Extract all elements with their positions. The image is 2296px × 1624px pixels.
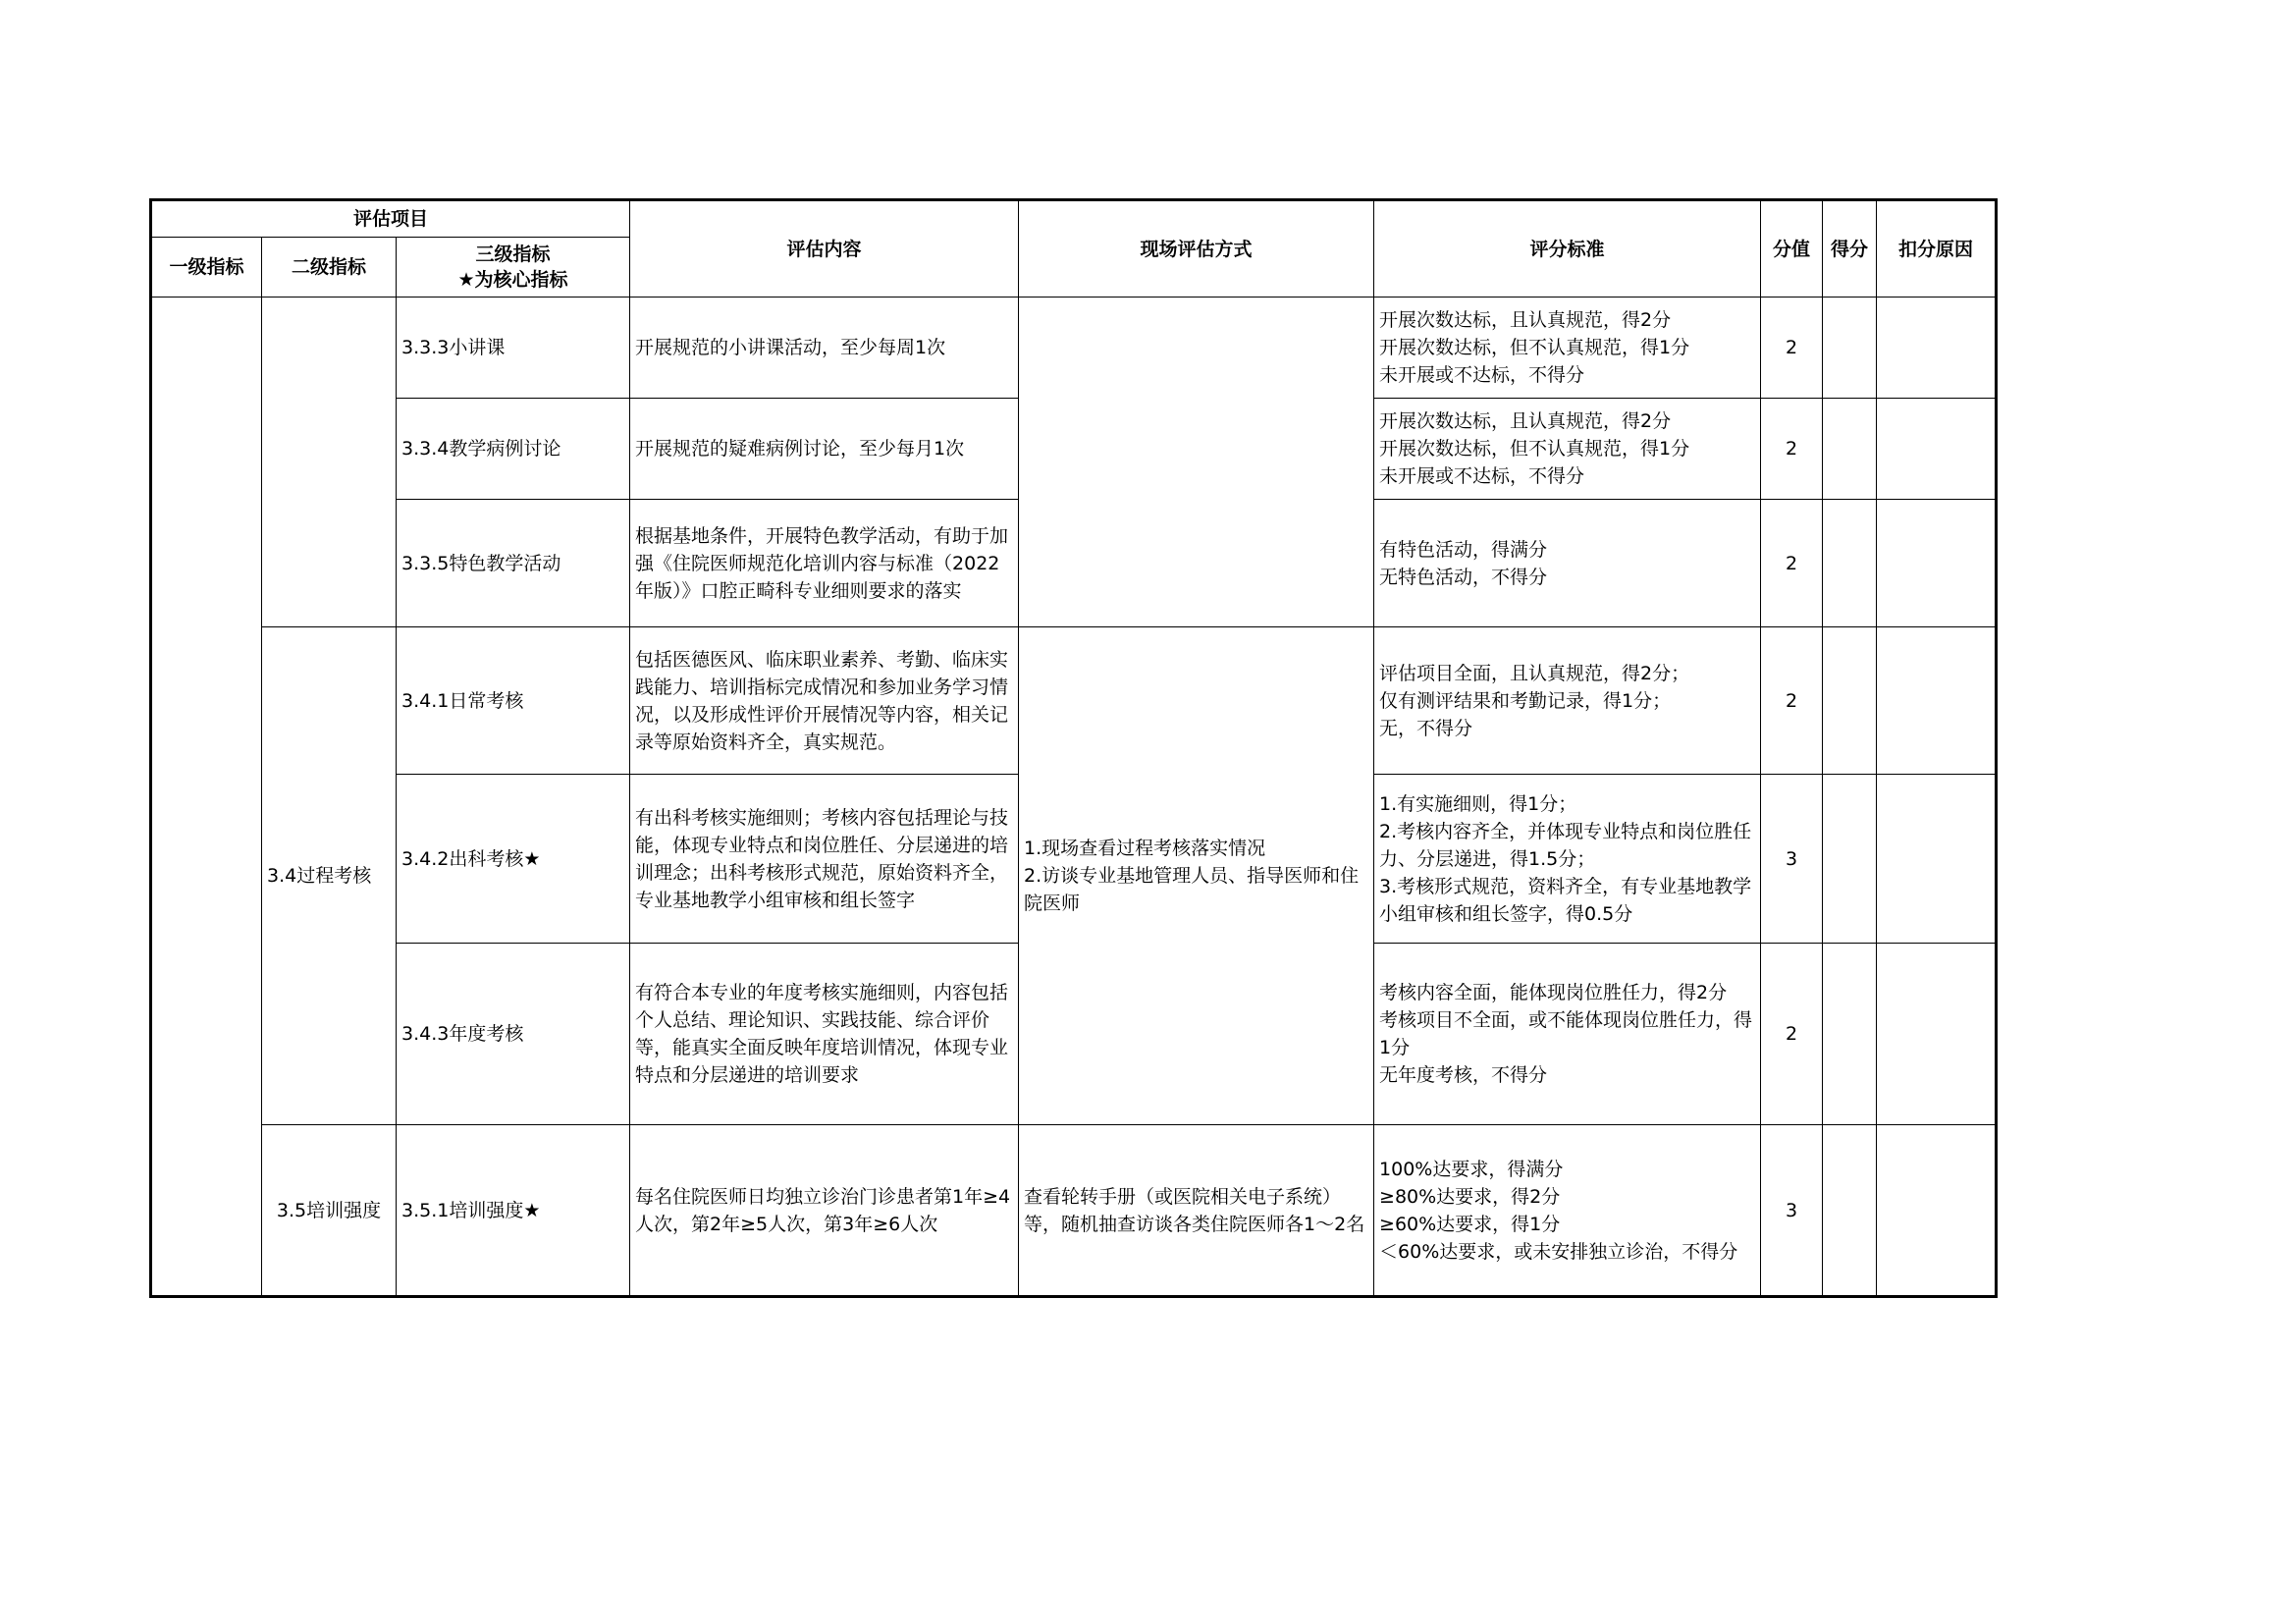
got-cell: [1823, 775, 1877, 944]
level2-cell: [262, 298, 397, 627]
table-row: [151, 1125, 1997, 1297]
score-cell: 2: [1761, 627, 1823, 775]
method-cell: 查看轮转手册（或医院相关电子系统）等，随机抽查访谈各类住院医师各1～2名: [1019, 1125, 1374, 1297]
level3-cell: 3.5.1培训强度★: [397, 1125, 630, 1297]
level2-cell: 3.4过程考核: [262, 627, 397, 1125]
table-row: [151, 627, 1997, 775]
header-project: 评估项目: [151, 200, 630, 238]
header-got: 得分: [1823, 200, 1877, 298]
got-cell: [1823, 298, 1877, 399]
reason-cell: [1877, 775, 1997, 944]
score-cell: 2: [1761, 298, 1823, 399]
score-cell: 2: [1761, 500, 1823, 627]
score-cell: 2: [1761, 944, 1823, 1125]
header-level2: 二级指标: [262, 238, 397, 298]
criteria-cell: 开展次数达标，且认真规范，得2分 开展次数达标，但不认真规范，得1分 未开展或不达标，不得分: [1374, 399, 1761, 500]
level2-cell: 3.5培训强度: [262, 1125, 397, 1297]
reason-cell: [1877, 298, 1997, 399]
got-cell: [1823, 500, 1877, 627]
level3-cell: 3.4.1日常考核: [397, 627, 630, 775]
criteria-cell: 开展次数达标，且认真规范，得2分 开展次数达标，但不认真规范，得1分 未开展或不达标，不得分: [1374, 298, 1761, 399]
level3-cell: 3.3.5特色教学活动: [397, 500, 630, 627]
criteria-cell: 评估项目全面，且认真规范，得2分； 仅有测评结果和考勤记录，得1分； 无，不得分: [1374, 627, 1761, 775]
level3-cell: 3.4.3年度考核: [397, 944, 630, 1125]
level3-cell: 3.3.3小讲课: [397, 298, 630, 399]
score-cell: 2: [1761, 399, 1823, 500]
content-cell: 开展规范的疑难病例讨论，至少每月1次: [630, 399, 1019, 500]
content-cell: 根据基地条件，开展特色教学活动，有助于加强《住院医师规范化培训内容与标准（2022年版）》口腔正畸科专业细则要求的落实: [630, 500, 1019, 627]
content-cell: 有出科考核实施细则；考核内容包括理论与技能，体现专业特点和岗位胜任、分层递进的培训理念；出科考核形式规范，原始资料齐全，专业基地教学小组审核和组长签字: [630, 775, 1019, 944]
method-cell: [1019, 298, 1374, 627]
content-cell: 开展规范的小讲课活动，至少每周1次: [630, 298, 1019, 399]
got-cell: [1823, 1125, 1877, 1297]
level3-cell: 3.3.4教学病例讨论: [397, 399, 630, 500]
content-cell: 有符合本专业的年度考核实施细则，内容包括个人总结、理论知识、实践技能、综合评价等，能真实全面反映年度培训情况，体现专业特点和分层递进的培训要求: [630, 944, 1019, 1125]
content-cell: 包括医德医风、临床职业素养、考勤、临床实践能力、培训指标完成情况和参加业务学习情况，以及形成性评价开展情况等内容，相关记录等原始资料齐全，真实规范。: [630, 627, 1019, 775]
criteria-cell: 100%达要求，得满分 ≥80%达要求，得2分 ≥60%达要求，得1分 ＜60%达要求，或未安排独立诊治，不得分: [1374, 1125, 1761, 1297]
criteria-cell: 有特色活动，得满分 无特色活动，不得分: [1374, 500, 1761, 627]
header-reason: 扣分原因: [1877, 200, 1997, 298]
reason-cell: [1877, 1125, 1997, 1297]
score-cell: 3: [1761, 1125, 1823, 1297]
reason-cell: [1877, 399, 1997, 500]
method-cell: 1.现场查看过程考核落实情况 2.访谈专业基地管理人员、指导医师和住院医师: [1019, 627, 1374, 1125]
level3-cell: 3.4.2出科考核★: [397, 775, 630, 944]
criteria-cell: 考核内容全面，能体现岗位胜任力，得2分 考核项目不全面，或不能体现岗位胜任力，得1分 无年度考核，不得分: [1374, 944, 1761, 1125]
reason-cell: [1877, 500, 1997, 627]
header-level1: 一级指标: [151, 238, 262, 298]
header-method: 现场评估方式: [1019, 200, 1374, 298]
level1-cell: [151, 298, 262, 1297]
header-row-1: [151, 200, 1997, 238]
score-cell: 3: [1761, 775, 1823, 944]
table-row: [151, 298, 1997, 399]
got-cell: [1823, 627, 1877, 775]
got-cell: [1823, 399, 1877, 500]
evaluation-table: [149, 198, 1998, 1298]
got-cell: [1823, 944, 1877, 1125]
header-score: 分值: [1761, 200, 1823, 298]
reason-cell: [1877, 944, 1997, 1125]
header-content: 评估内容: [630, 200, 1019, 298]
criteria-cell: 1.有实施细则，得1分； 2.考核内容齐全，并体现专业特点和岗位胜任力、分层递进，得1.5分； 3.考核形式规范，资料齐全，有专业基地教学小组审核和组长签字，得0.5分: [1374, 775, 1761, 944]
reason-cell: [1877, 627, 1997, 775]
content-cell: 每名住院医师日均独立诊治门诊患者第1年≥4人次，第2年≥5人次，第3年≥6人次: [630, 1125, 1019, 1297]
header-level3: 三级指标 ★为核心指标: [397, 238, 630, 298]
header-criteria: 评分标准: [1374, 200, 1761, 298]
